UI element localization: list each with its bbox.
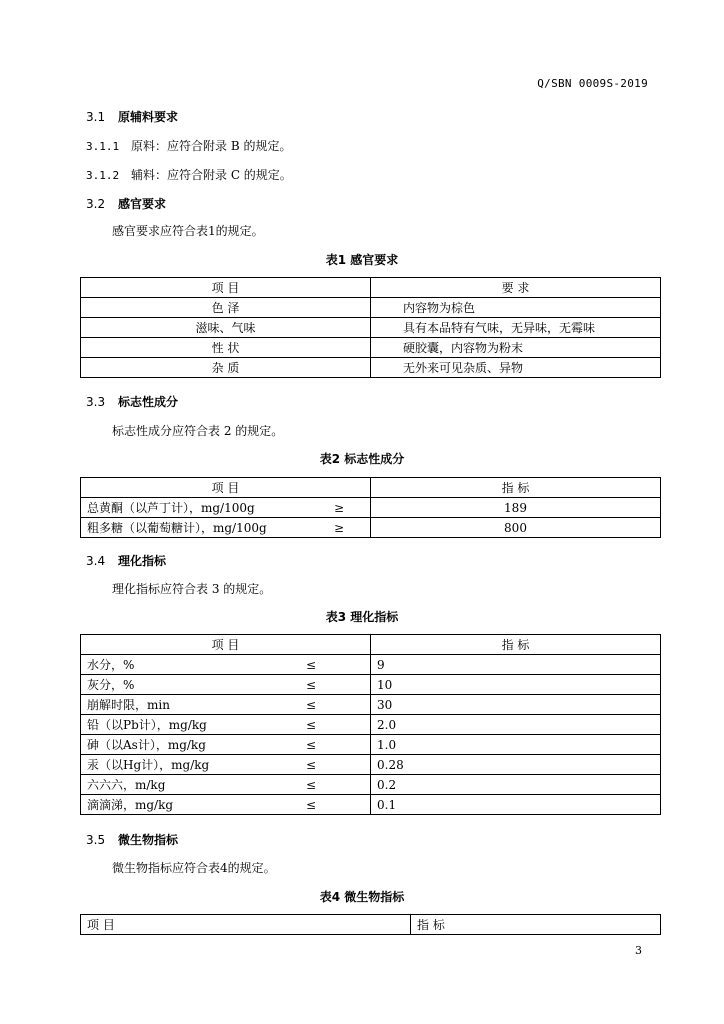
table1-sensory — [80, 277, 661, 378]
table-header-cell: 指 标 — [411, 915, 661, 935]
table-header-row — [81, 478, 661, 498]
clause-3-1-1: 3.1.1 原料：应符合附录 B 的规定。 — [86, 139, 292, 153]
table3-physicochemical — [80, 634, 661, 815]
table-cell: 滋味、气味 — [81, 318, 371, 338]
table4-microbiological — [80, 914, 661, 935]
table-row — [81, 655, 661, 675]
clause-3-1-2: 3.1.2 辅料：应符合附录 C 的规定。 — [86, 168, 292, 182]
table-header-cell: 项 目 — [81, 915, 411, 935]
section-heading-3-4: 3.4 理化指标 — [86, 554, 167, 568]
table-cell: 10 — [371, 675, 661, 695]
paragraph-3-2: 感官要求应符合表1的规定。 — [112, 224, 264, 238]
section-heading-3-2: 3.2 感官要求 — [86, 197, 167, 211]
table-cell: 滴滴涕，mg/kg ≤ — [81, 795, 371, 815]
table-cell: 崩解时限，min ≤ — [81, 695, 371, 715]
section-heading-3-1: 3.1 原辅料要求 — [86, 110, 179, 124]
table-cell: 9 — [371, 655, 661, 675]
section-heading-3-5: 3.5 微生物指标 — [86, 833, 179, 847]
table-row — [81, 518, 661, 538]
table-cell: 六六六，m/kg ≤ — [81, 775, 371, 795]
table4-title: 表4 微生物指标 — [319, 890, 405, 904]
table-cell: 汞（以Hg计），mg/kg ≤ — [81, 755, 371, 775]
table-cell: 性 状 — [81, 338, 371, 358]
table-row — [81, 338, 661, 358]
table-header-row — [81, 278, 661, 298]
table-header-cell: 项 目 — [81, 635, 371, 655]
table-header-cell: 项 目 — [81, 478, 371, 498]
paragraph-3-4: 理化指标应符合表 3 的规定。 — [112, 582, 272, 596]
table-cell: 铅（以Pb计），mg/kg ≤ — [81, 715, 371, 735]
table-row — [81, 358, 661, 378]
table-cell: 无外来可见杂质、异物 — [371, 358, 661, 378]
table-cell: 杂 质 — [81, 358, 371, 378]
table-cell: 2.0 — [371, 715, 661, 735]
table-header-row — [81, 915, 661, 935]
table-cell: 1.0 — [371, 735, 661, 755]
table-cell: 色 泽 — [81, 298, 371, 318]
table-cell: 0.2 — [371, 775, 661, 795]
page-number: 3 — [635, 944, 642, 957]
table-cell: 30 — [371, 695, 661, 715]
table-cell: 具有本品特有气味，无异味，无霉味 — [371, 318, 661, 338]
table2-marker-components — [80, 477, 661, 538]
table-cell: 砷（以As计），mg/kg ≤ — [81, 735, 371, 755]
table-row — [81, 695, 661, 715]
table3-title: 表3 理化指标 — [325, 610, 399, 624]
table-header-cell: 指 标 — [371, 635, 661, 655]
table-row — [81, 795, 661, 815]
table1-title: 表1 感官要求 — [325, 253, 399, 267]
table-row — [81, 775, 661, 795]
document-id: Q/SBN 0009S-2019 — [537, 77, 648, 90]
section-heading-3-3: 3.3 标志性成分 — [86, 395, 179, 409]
table-row — [81, 498, 661, 518]
table-row — [81, 715, 661, 735]
table-cell: 灰分，% ≤ — [81, 675, 371, 695]
table-row — [81, 755, 661, 775]
table-header-cell: 项 目 — [81, 278, 371, 298]
table-cell: 硬胶囊，内容物为粉末 — [371, 338, 661, 358]
table-cell: 800 — [371, 518, 661, 538]
table-cell: 0.1 — [371, 795, 661, 815]
table-cell: 粗多糖（以葡萄糖计），mg/100g ≥ — [81, 518, 371, 538]
paragraph-3-5: 微生物指标应符合表4的规定。 — [112, 861, 276, 875]
table-header-row — [81, 635, 661, 655]
table-header-cell: 指 标 — [371, 478, 661, 498]
table-cell: 内容物为棕色 — [371, 298, 661, 318]
table-row — [81, 318, 661, 338]
table-cell: 水分，% ≤ — [81, 655, 371, 675]
table-cell: 189 — [371, 498, 661, 518]
table-cell: 总黄酮（以芦丁计），mg/100g ≥ — [81, 498, 371, 518]
table-header-cell: 要 求 — [371, 278, 661, 298]
table-cell: 0.28 — [371, 755, 661, 775]
table2-title: 表2 标志性成分 — [319, 452, 405, 466]
table-row — [81, 675, 661, 695]
table-row — [81, 735, 661, 755]
table-row — [81, 298, 661, 318]
paragraph-3-3: 标志性成分应符合表 2 的规定。 — [112, 424, 284, 438]
